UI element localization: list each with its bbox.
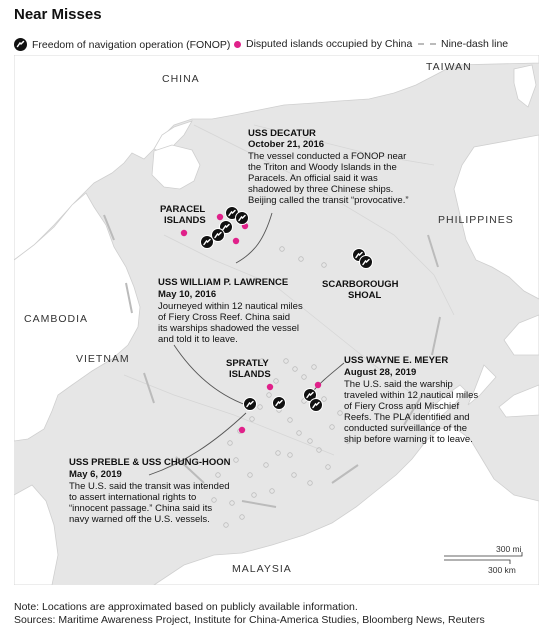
preble-line: navy warned off the U.S. vessels.	[69, 514, 210, 525]
page-title: Near Misses	[14, 6, 102, 23]
meyer-line: ship before warning it to leave.	[344, 434, 473, 445]
fonop-marker	[236, 212, 249, 225]
lawrence-line: its warships shadowed the vessel	[158, 323, 299, 334]
meyer-line: The U.S. said the warship	[344, 379, 453, 390]
legend	[14, 38, 539, 52]
lawrence-date: May 10, 2016	[158, 289, 217, 300]
footnote	[14, 601, 485, 627]
meyer-line: Reefs. The PLA identified and	[344, 412, 470, 423]
legend-fonop-label: Freedom of navigation operation (FONOP)	[32, 38, 231, 51]
ship-icon	[14, 38, 27, 51]
legend-dash-label: Nine-dash line	[441, 38, 509, 50]
meyer-date: August 28, 2019	[344, 367, 417, 378]
label-cambodia: CAMBODIA	[24, 313, 89, 325]
fonop-marker	[310, 399, 323, 412]
label-scarborough-1: SCARBOROUGH	[322, 279, 399, 290]
legend-fonop	[14, 38, 230, 51]
label-paracel-1: PARACEL	[160, 204, 206, 215]
legend-disputed	[234, 38, 412, 50]
preble-line: to assert international rights to	[69, 492, 197, 503]
decatur-line: shadowed by three Chinese ships.	[248, 184, 394, 195]
legend-dash	[418, 38, 508, 50]
label-taiwan: TAIWAN	[426, 61, 472, 73]
disputed-dot-icon	[234, 41, 241, 48]
dash-line-icon	[418, 43, 436, 45]
meyer-line: conducted surveillance of the	[344, 423, 468, 434]
meyer-ship: USS WAYNE E. MEYER	[344, 355, 449, 366]
fonop-marker	[201, 236, 214, 249]
disputed-island	[315, 382, 321, 388]
decatur-line: Paracels. An official said it was	[248, 173, 378, 184]
preble-date: May 6, 2019	[69, 469, 122, 480]
annotation-preble	[69, 457, 231, 525]
preble-ship: USS PREBLE & USS CHUNG-HOON	[69, 457, 231, 468]
lawrence-line: of Fiery Cross Reef. China said	[158, 312, 290, 323]
label-scarborough-2: SHOAL	[348, 290, 382, 301]
legend-disputed-label: Disputed islands occupied by China	[246, 38, 413, 50]
lawrence-ship: USS WILLIAM P. LAWRENCE	[158, 277, 289, 288]
map	[14, 55, 539, 585]
label-spratly-2: ISLANDS	[229, 369, 271, 380]
scale-km: 300 km	[488, 565, 516, 575]
sources-text: Sources: Maritime Awareness Project, Institute for China-America Studies, Bloomberg News, Reuters	[14, 614, 485, 626]
meyer-line: traveled within 12 nautical miles	[344, 390, 479, 401]
label-china: CHINA	[162, 73, 200, 85]
label-spratly-1: SPRATLY	[226, 358, 269, 369]
label-philippines: PHILIPPINES	[438, 214, 514, 226]
preble-line: “innocent passage.” China said its	[69, 503, 213, 514]
preble-line: The U.S. said the transit was intended	[69, 481, 230, 492]
disputed-island	[217, 214, 223, 220]
fonop-marker	[360, 256, 373, 269]
decatur-ship: USS DECATUR	[248, 128, 316, 139]
fonop-marker	[273, 397, 286, 410]
lawrence-line: and told it to leave.	[158, 334, 238, 345]
decatur-date: October 21, 2016	[248, 139, 325, 150]
disputed-island	[239, 427, 245, 433]
decatur-line: the Triton and Woody Islands in the	[248, 162, 397, 173]
disputed-island	[233, 238, 239, 244]
disputed-island	[181, 230, 187, 236]
decatur-line: Beijing called the transit “provocative.”	[248, 195, 409, 206]
label-malaysia: MALAYSIA	[232, 563, 292, 575]
decatur-line: The vessel conducted a FONOP near	[248, 151, 407, 162]
meyer-line: of Fiery Cross and Mischief	[344, 401, 460, 412]
note-text: Note: Locations are approximated based on publicly available information.	[14, 601, 358, 613]
fonop-marker	[244, 398, 257, 411]
disputed-island	[267, 384, 273, 390]
lawrence-line: Journeyed within 12 nautical miles	[158, 301, 303, 312]
label-paracel-2: ISLANDS	[164, 215, 206, 226]
scale-miles: 300 mi	[496, 544, 522, 554]
label-vietnam: VIETNAM	[76, 353, 130, 365]
